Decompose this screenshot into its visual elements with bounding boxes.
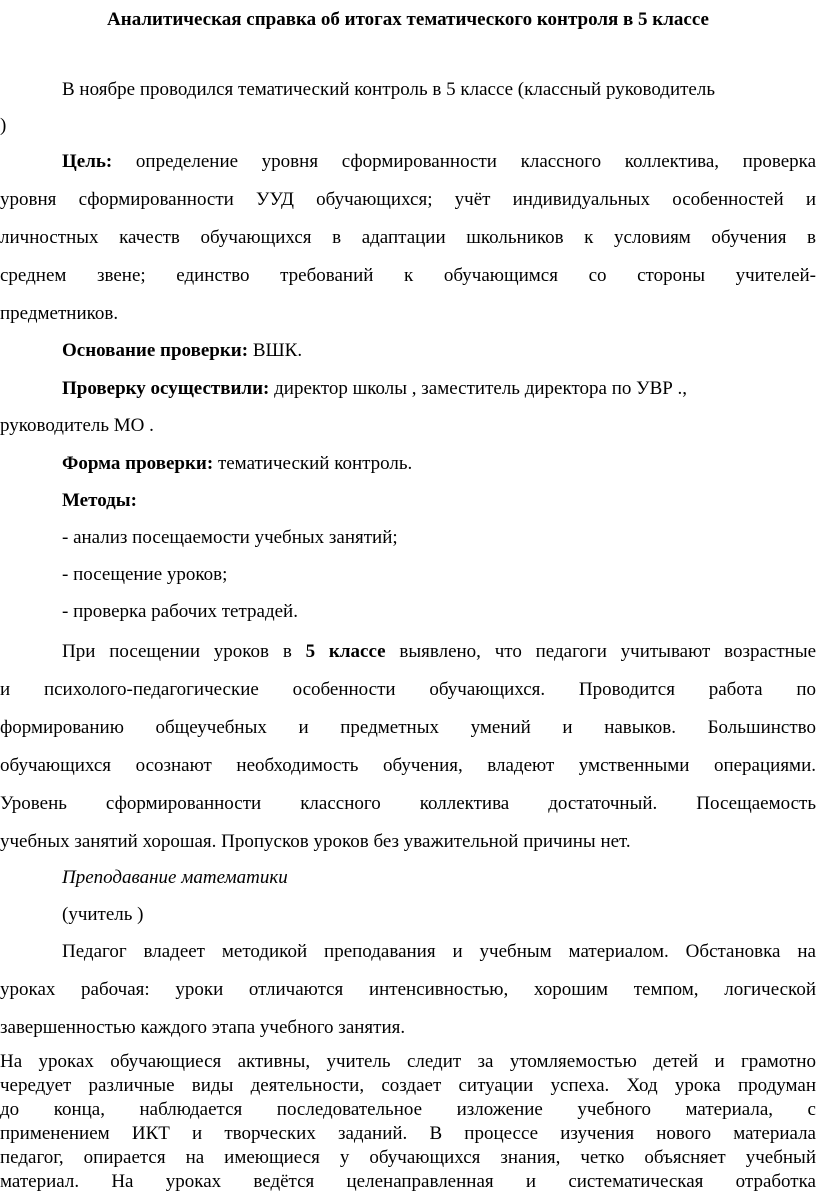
goal-line-3: личностных качеств обучающихся в адаптации школьников к условиям обучения в [0, 227, 816, 248]
intro-line-1: В ноябре проводился тематический контроль в 5 классе (классный руководитель [62, 79, 716, 100]
goal-line-1 [0, 150, 816, 174]
findings-line-6: учебных занятий хорошая. Пропусков уроков без уважительной причины нет. [0, 831, 631, 852]
findings-line-1 [0, 640, 816, 664]
goal-line-5: предметников. [0, 303, 119, 324]
page-title: Аналитическая справка об итогах тематического контроля в 5 классе [107, 9, 709, 30]
inspectors-line-1 [0, 377, 816, 401]
math-p1-line-1: Педагог владеет методикой преподавания и учебным материалом. Обстановка на [62, 941, 816, 962]
math-p2-line-3: до конца, наблюдается последовательное изложение учебного материала, с [0, 1099, 816, 1120]
goal-line-2: уровня сформированности УУД обучающихся; учёт индивидуальных особенностей и [0, 189, 816, 210]
methods-label: Методы: [62, 490, 137, 511]
math-teacher: (учитель ) [62, 904, 144, 925]
goal-text-1: определение уровня сформированности классного коллектива, проверка [135, 151, 816, 172]
inspectors-line-2: руководитель МО . [0, 415, 154, 436]
basis-value: ВШК. [252, 340, 303, 361]
form-line [0, 452, 816, 476]
methods-item-1: - анализ посещаемости учебных занятий; [62, 527, 398, 548]
methods-item-2: - посещение уроков; [62, 564, 228, 585]
math-p2-line-1: На уроках обучающиеся активны, учитель следит за утомляемостью детей и грамотно [0, 1051, 816, 1072]
findings-line-5: Уровень сформированности классного коллектива достаточный. Посещаемость [0, 793, 816, 814]
math-p2-line-2: чередует различные виды деятельности, создает ситуации успеха. Ход урока продуман [0, 1075, 816, 1096]
form-label: Форма проверки: [62, 453, 214, 474]
math-p2-line-4: применением ИКТ и творческих заданий. В процессе изучения нового материала [0, 1123, 816, 1144]
goal-label: Цель: [62, 151, 113, 172]
math-p2-line-6: материал. На уроках ведётся целенаправленная и систематическая отработка [0, 1171, 816, 1192]
findings-line-3: формированию общеучебных и предметных умений и навыков. Большинство [0, 717, 816, 738]
math-p1-line-3: завершенностью каждого этапа учебного занятия. [0, 1017, 406, 1038]
intro-line-2: ) [0, 115, 7, 136]
math-p1-line-2: уроках рабочая: уроки отличаются интенсивностью, хорошим темпом, логической [0, 979, 816, 1000]
math-heading: Преподавание математики [62, 867, 288, 888]
basis-line [0, 339, 816, 363]
findings-line-4: обучающихся осознают необходимость обучения, владеют умственными операциями. [0, 755, 816, 776]
math-p2-line-5: педагог, опирается на имеющиеся у обучающихся знания, четко объясняет учебный [0, 1147, 816, 1168]
methods-item-3: - проверка рабочих тетрадей. [62, 601, 298, 622]
form-value: тематический контроль. [217, 453, 413, 474]
basis-label: Основание проверки: [62, 340, 249, 361]
findings-text-1a: При посещении уроков в [62, 641, 292, 662]
findings-line-2: и психолого-педагогические особенности обучающихся. Проводится работа по [0, 679, 816, 700]
findings-class: 5 классе [305, 641, 386, 662]
inspectors-label: Проверку осуществили: [62, 378, 270, 399]
findings-text-1c: выявлено, что педагоги учитывают возрастные [399, 641, 816, 662]
inspectors-text-1: директор школы , заместитель директора по УВР ., [274, 378, 688, 399]
goal-line-4: среднем звене; единство требований к обучающимся со стороны учителей- [0, 265, 816, 286]
